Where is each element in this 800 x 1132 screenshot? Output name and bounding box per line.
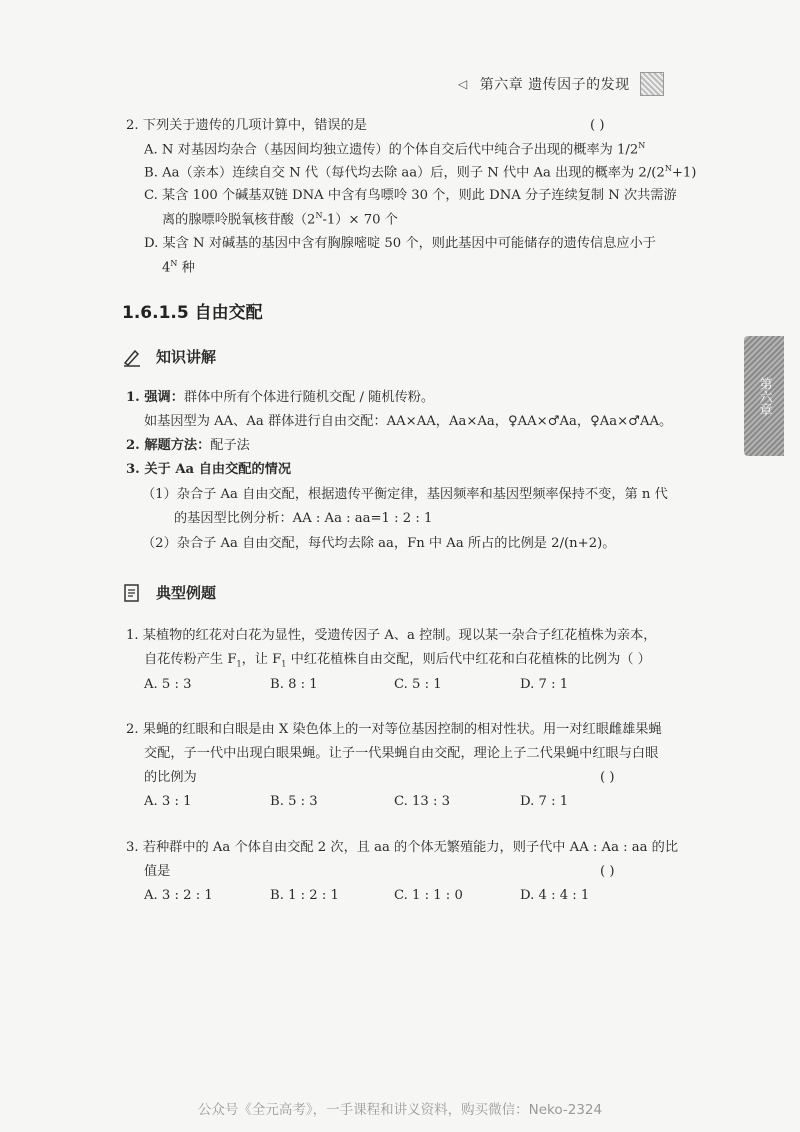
example-q1-line1: 1. 某植物的红花对白花为显性，受遗传因子 A、a 控制。现以某一杂合子红花植株为亲本， — [126, 628, 657, 643]
notepad-icon — [122, 583, 142, 603]
example-q2-line2: 交配，子一代中出现白眼果蝇。让子一代果蝇自由交配，理论上子二代果蝇中红眼与白眼 — [144, 746, 659, 761]
knowledge-point-3: 3. 关于 Aa 自由交配的情况 — [126, 462, 292, 477]
knowledge-point-3-1-line1: （1）杂合子 Aa 自由交配，根据遗传平衡定律，基因频率和基因型频率保持不变，第 n 代 — [142, 487, 668, 502]
prev-option-c-line1: C. 某含 100 个碱基双链 DNA 中含有鸟嘌呤 30 个，则此 DNA 分子连续复制 N 次共需游 — [144, 188, 677, 203]
example-q3-option-a: A. 3 : 2 : 1 — [144, 888, 213, 903]
section-title: 1.6.1.5 自由交配 — [122, 303, 263, 323]
chapter-title: 第六章 遗传因子的发现 — [479, 77, 630, 93]
example-q3-option-d: D. 4 : 4 : 1 — [520, 888, 590, 903]
example-q2-option-b: B. 5 : 3 — [270, 794, 318, 809]
example-q2-line1: 2. 果蝇的红眼和白眼是由 X 染色体上的一对等位基因控制的相对性状。用一对红眼雌雄果蝇 — [126, 722, 662, 737]
example-q2-option-a: A. 3 : 1 — [144, 794, 192, 809]
prev-option-d-line1: D. 某含 N 对碱基的基因中含有胸腺嘧啶 50 个，则此基因中可能储存的遗传信息应小于 — [144, 236, 656, 251]
examples-heading: 典型例题 — [122, 582, 216, 603]
knowledge-point-1: 1. 强调：群体中所有个体进行随机交配 / 随机传粉。 — [126, 390, 435, 405]
pencil-icon — [122, 347, 142, 367]
example-q3-answer-blank: ( ) — [600, 864, 615, 879]
prev-question-stem: 2. 下列关于遗传的几项计算中，错误的是 — [126, 118, 367, 133]
example-q3-option-b: B. 1 : 2 : 1 — [270, 888, 339, 903]
prev-option-b: B. Aa（亲本）连续自交 N 代（每代均去除 aa）后，则子 N 代中 Aa 出现的概率为 $2/(2^N+1)$ — [144, 164, 697, 181]
example-q3-line1: 3. 若种群中的 Aa 个体自由交配 2 次，且 aa 的个体无繁殖能力，则子代中 AA : Aa : aa 的比 — [126, 840, 679, 855]
example-q1-line2: 自花传粉产生 $F_1$，让 $F_1$ 中红花植株自由交配，则后代中红花和白花植株的比例为（ ） — [144, 652, 651, 669]
example-q1-option-c: C. 5 : 1 — [394, 677, 442, 692]
triangle-left-icon: ◁ — [458, 77, 468, 91]
example-q3-option-c: C. 1 : 1 : 0 — [394, 888, 463, 903]
prev-option-d-line2: $4^N$ 种 — [162, 259, 195, 276]
example-q1-option-b: B. 8 : 1 — [270, 677, 318, 692]
example-q2-option-c: C. 13 : 3 — [394, 794, 451, 809]
side-chapter-tab: 第六章 — [744, 336, 784, 456]
example-q3-line2: 值是 — [144, 864, 171, 879]
knowledge-point-3-1-line2: 的基因型比例分析：AA : Aa : aa=1 : 2 : 1 — [174, 511, 433, 526]
running-header — [458, 72, 664, 96]
example-q2-answer-blank: ( ) — [600, 770, 615, 785]
knowledge-point-3-2: （2）杂合子 Aa 自由交配，每代均去除 aa，Fn 中 Aa 所占的比例是 2/(n+2)。 — [142, 536, 616, 551]
prev-option-c-line2: 离的腺嘌呤脱氧核苷酸$(2^N-1)\times 70$ 个 — [162, 211, 398, 228]
prev-option-a: A. N 对基因均杂合（基因间均独立遗传）的个体自交后代中纯合子出现的概率为 $1/2^N$ — [144, 141, 646, 158]
chapter-logo-icon — [640, 72, 664, 96]
example-q2-option-d: D. 7 : 1 — [520, 794, 569, 809]
footer-watermark: 公众号《全元高考》，一手课程和讲义资料，购买微信：Neko-2324 — [197, 1102, 603, 1118]
knowledge-point-2: 2. 解题方法：配子法 — [126, 438, 250, 453]
knowledge-heading: 知识讲解 — [122, 346, 216, 367]
example-q1-option-d: D. 7 : 1 — [520, 677, 569, 692]
knowledge-point-1-example: 如基因型为 AA、Aa 群体进行自由交配：AA×AA，Aa×Aa，♀AA×♂Aa，♀Aa×♂AA。 — [144, 414, 673, 429]
prev-question-answer-blank: ( ) — [590, 118, 605, 133]
example-q1-option-a: A. 5 : 3 — [144, 677, 192, 692]
example-q2-line3: 的比例为 — [144, 770, 197, 785]
